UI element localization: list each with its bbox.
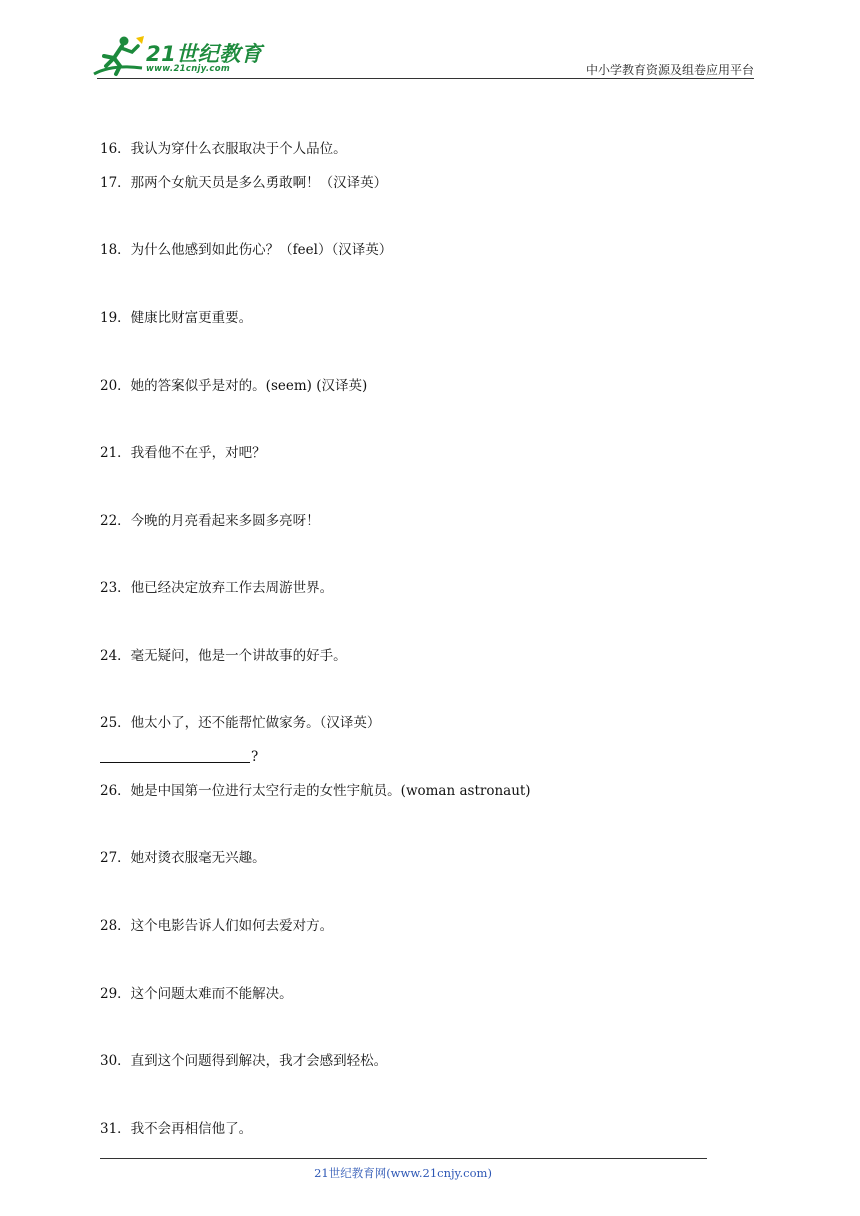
question-16: 16．我认为穿什么衣服取决于个人品位。 bbox=[100, 141, 347, 157]
question-20: 20．她的答案似乎是对的。(seem) (汉译英) bbox=[100, 378, 368, 394]
question-28: 28．这个电影告诉人们如何去爱对方。 bbox=[100, 918, 334, 934]
answer-blank-25[interactable] bbox=[100, 748, 250, 763]
answer-blank-25-end: ? bbox=[251, 749, 259, 765]
header-divider bbox=[97, 78, 754, 79]
footer-site-text: 21世纪教育网(www.21cnjy.com) bbox=[314, 1166, 492, 1180]
logo-brand-text: 21世纪教育 bbox=[146, 42, 263, 66]
question-26: 26．她是中国第一位进行太空行走的女性宇航员。(woman astronaut) bbox=[100, 783, 531, 799]
question-27: 27．她对烫衣服毫无兴趣。 bbox=[100, 850, 266, 866]
question-29: 29．这个问题太难而不能解决。 bbox=[100, 986, 293, 1002]
question-19: 19．健康比财富更重要。 bbox=[100, 310, 253, 326]
question-17: 17．那两个女航天员是多么勇敢啊！（汉译英） bbox=[100, 175, 388, 191]
question-31: 31．我不会再相信他了。 bbox=[100, 1121, 253, 1137]
question-21: 21．我看他不在乎，对吧？ bbox=[100, 445, 266, 461]
question-30: 30．直到这个问题得到解决，我才会感到轻松。 bbox=[100, 1053, 388, 1069]
header-platform-text: 中小学教育资源及组卷应用平台 bbox=[585, 63, 754, 77]
question-22: 22．今晚的月亮看起来多圆多亮呀！ bbox=[100, 513, 320, 529]
runner-logo-icon bbox=[92, 34, 146, 80]
logo-url-text: www.21cnjy.com bbox=[146, 64, 230, 74]
question-25: 25．他太小了，还不能帮忙做家务。（汉译英） bbox=[100, 715, 381, 731]
question-23: 23．他已经决定放弃工作去周游世界。 bbox=[100, 580, 334, 596]
question-18: 18．为什么他感到如此伤心？（feel）（汉译英） bbox=[100, 242, 393, 258]
question-24: 24．毫无疑问，他是一个讲故事的好手。 bbox=[100, 648, 347, 664]
footer-divider bbox=[100, 1158, 707, 1159]
